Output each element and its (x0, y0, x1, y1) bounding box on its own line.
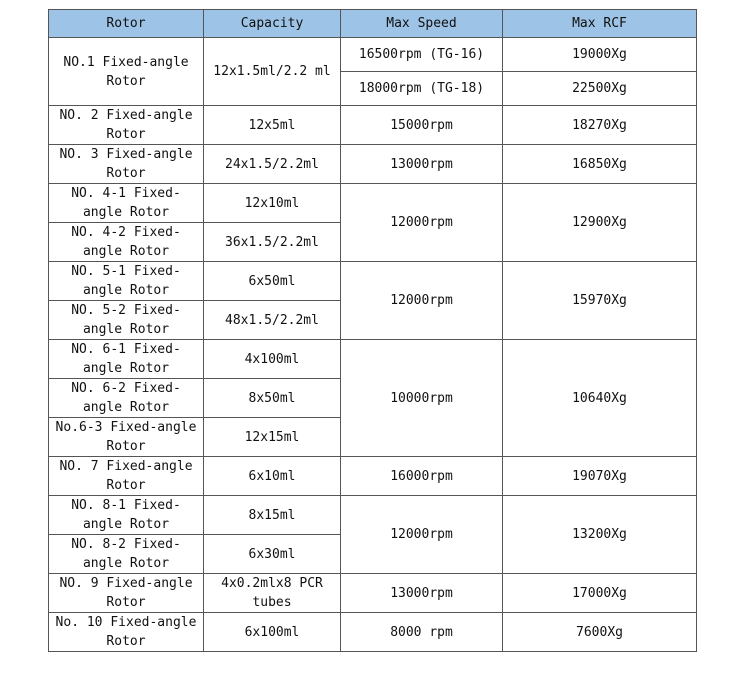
rotor-cell: NO. 6-1 Fixed-angle Rotor (49, 340, 204, 379)
table-row (49, 574, 697, 613)
rcf-cell: 17000Xg (503, 574, 697, 613)
capacity-cell: 6x30ml (204, 535, 341, 574)
capacity-cell: 12x15ml (204, 418, 341, 457)
capacity-cell: 36x1.5/2.2ml (204, 223, 341, 262)
rcf-cell: 13200Xg (503, 496, 697, 574)
header-row (49, 10, 697, 38)
rotor-cell: NO. 5-1 Fixed-angle Rotor (49, 262, 204, 301)
rotor-cell: NO. 8-2 Fixed-angle Rotor (49, 535, 204, 574)
speed-cell: 16000rpm (341, 457, 503, 496)
speed-cell: 13000rpm (341, 574, 503, 613)
table-row (49, 38, 697, 72)
speed-cell: 12000rpm (341, 184, 503, 262)
rcf-cell: 19070Xg (503, 457, 697, 496)
capacity-cell: 24x1.5/2.2ml (204, 145, 341, 184)
rotor-cell: NO. 4-2 Fixed-angle Rotor (49, 223, 204, 262)
capacity-cell: 6x10ml (204, 457, 341, 496)
rotor-cell: NO. 3 Fixed-angle Rotor (49, 145, 204, 184)
capacity-cell: 8x15ml (204, 496, 341, 535)
rotor-cell: NO. 2 Fixed-angle Rotor (49, 106, 204, 145)
table-row (49, 106, 697, 145)
speed-cell: 13000rpm (341, 145, 503, 184)
rcf-cell: 7600Xg (503, 613, 697, 652)
capacity-cell: 8x50ml (204, 379, 341, 418)
table-row (49, 262, 697, 301)
rcf-cell: 18270Xg (503, 106, 697, 145)
rcf-cell: 16850Xg (503, 145, 697, 184)
rcf-cell: 10640Xg (503, 340, 697, 457)
rotor-cell: NO. 6-2 Fixed-angle Rotor (49, 379, 204, 418)
table-row (49, 457, 697, 496)
rcf-cell: 22500Xg (503, 72, 697, 106)
header-max-rcf: Max RCF (503, 10, 697, 38)
rotor-cell: NO. 4-1 Fixed-angle Rotor (49, 184, 204, 223)
rotor-cell: NO. 7 Fixed-angle Rotor (49, 457, 204, 496)
table-row (49, 496, 697, 535)
table-row (49, 184, 697, 223)
rotor-cell: NO. 9 Fixed-angle Rotor (49, 574, 204, 613)
capacity-cell: 6x100ml (204, 613, 341, 652)
capacity-cell: 12x1.5ml/2.2 ml (204, 38, 341, 106)
header-rotor: Rotor (49, 10, 204, 38)
capacity-cell: 12x5ml (204, 106, 341, 145)
rotor-cell: No.6-3 Fixed-angle Rotor (49, 418, 204, 457)
capacity-cell: 6x50ml (204, 262, 341, 301)
header-max-speed: Max Speed (341, 10, 503, 38)
speed-cell: 12000rpm (341, 262, 503, 340)
rotor-cell: NO. 5-2 Fixed-angle Rotor (49, 301, 204, 340)
capacity-cell: 48x1.5/2.2ml (204, 301, 341, 340)
header-capacity: Capacity (204, 10, 341, 38)
rotor-cell: NO.1 Fixed-angle Rotor (49, 38, 204, 106)
speed-cell: 10000rpm (341, 340, 503, 457)
speed-cell: 15000rpm (341, 106, 503, 145)
speed-cell: 12000rpm (341, 496, 503, 574)
rcf-cell: 15970Xg (503, 262, 697, 340)
speed-cell: 16500rpm (TG-16) (341, 38, 503, 72)
speed-cell: 8000 rpm (341, 613, 503, 652)
speed-cell: 18000rpm (TG-18) (341, 72, 503, 106)
table-row (49, 145, 697, 184)
rotor-spec-table (48, 9, 697, 652)
rcf-cell: 12900Xg (503, 184, 697, 262)
capacity-cell: 4x100ml (204, 340, 341, 379)
table-row (49, 613, 697, 652)
rotor-cell: NO. 8-1 Fixed-angle Rotor (49, 496, 204, 535)
capacity-cell: 12x10ml (204, 184, 341, 223)
table-row (49, 340, 697, 379)
rcf-cell: 19000Xg (503, 38, 697, 72)
rotor-cell: No. 10 Fixed-angle Rotor (49, 613, 204, 652)
capacity-cell: 4x0.2mlx8 PCR tubes (204, 574, 341, 613)
